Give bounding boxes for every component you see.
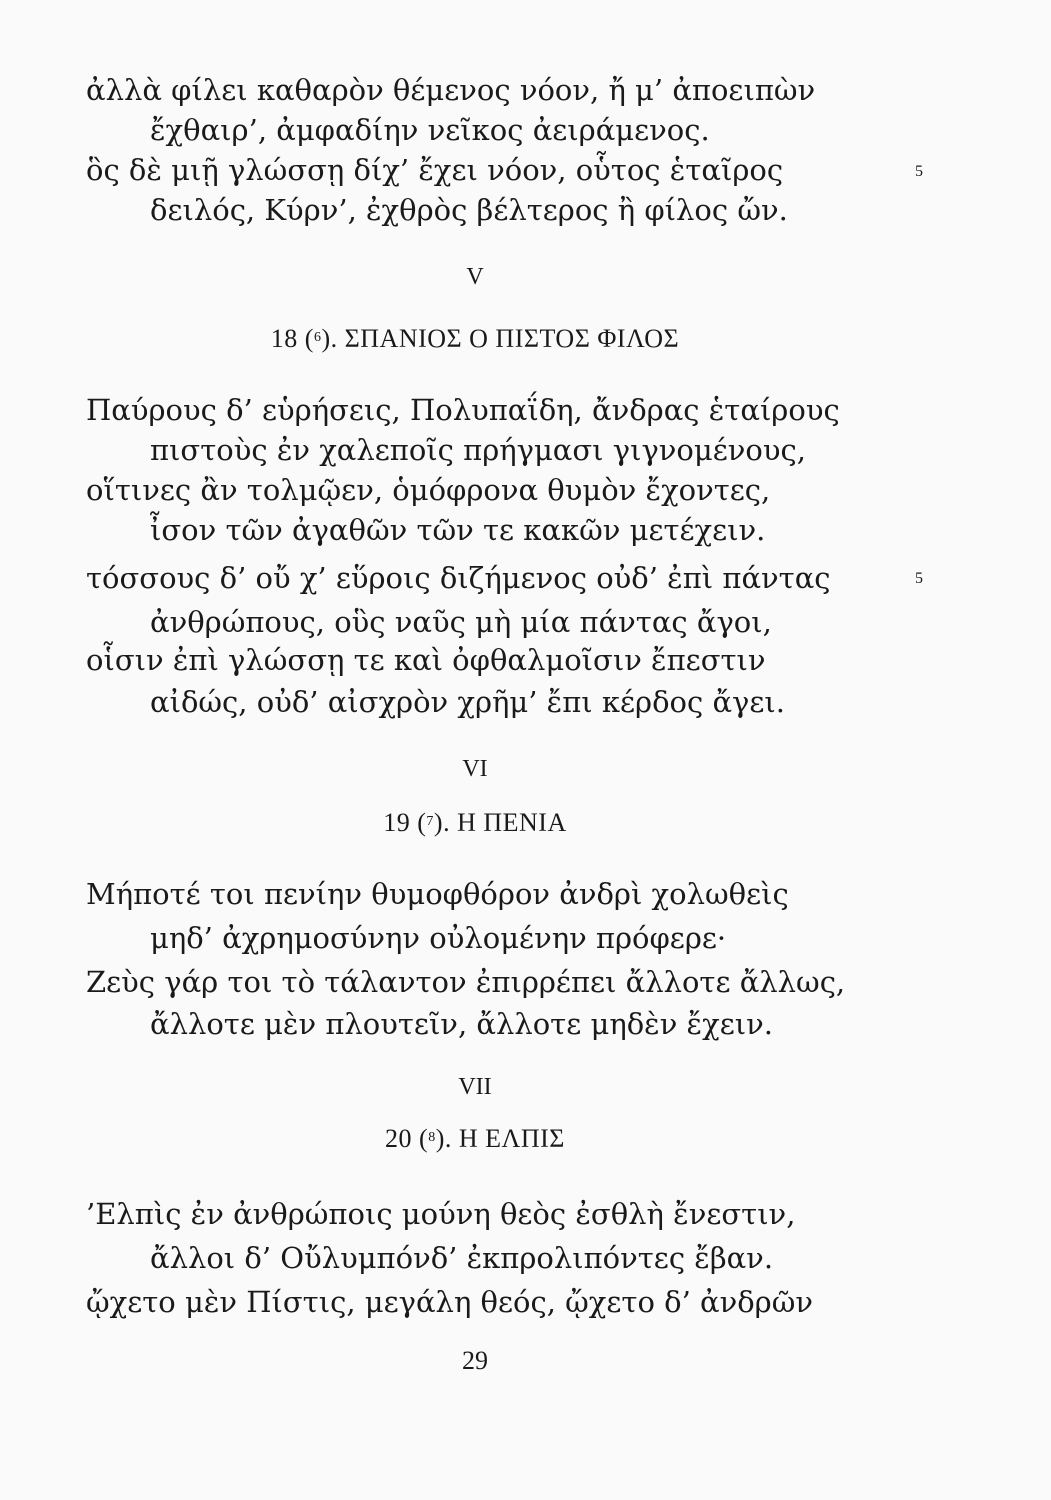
- title-number: 18 (: [270, 324, 314, 353]
- title-number: 19 (: [383, 808, 427, 837]
- title-text: ). Η ΠΕΝΙΑ: [433, 808, 567, 837]
- verse-line: ᾤχετο μὲν Πίστις, μεγάλη θεός, ᾤχετο δ’ ἀνδρῶν: [86, 1285, 814, 1319]
- section-title: [0, 324, 950, 354]
- verse-line: αἰδώς, οὐδ’ αἰσχρὸν χρῆμ’ ἔπι κέρδος ἄγει.: [150, 685, 785, 719]
- title-number: 20 (: [385, 1124, 429, 1153]
- verse-line: τόσσους δ’ οὔ χ’ εὕροις διζήμενος οὐδ’ ἐπὶ πάντας: [86, 561, 831, 595]
- verse-line: Ζεὺς γάρ τοι τὸ τάλαντον ἐπιρρέπει ἄλλοτε ἄλλως,: [86, 965, 846, 999]
- line-number: 5: [915, 570, 923, 587]
- verse-line: ὃς δὲ μιῇ γλώσσῃ δίχ’ ἔχει νόον, οὗτος ἑταῖρος: [86, 153, 784, 187]
- verse-line: ἀλλὰ φίλει καθαρὸν θέμενος νόον, ἤ μ’ ἀποειπὼν: [86, 73, 816, 107]
- verse-line: ἄλλοτε μὲν πλουτεῖν, ἄλλοτε μηδὲν ἔχειν.: [150, 1007, 773, 1041]
- title-text: ). ΣΠΑΝΙΟΣ Ο ΠΙΣΤΟΣ ΦΙΛΟΣ: [321, 324, 680, 353]
- section-title: [0, 1124, 950, 1154]
- section-numeral: V: [466, 264, 484, 290]
- page-number: 29: [462, 1346, 488, 1375]
- verse-line: ἄλλοι δ’ Οὔλυμπόνδ’ ἐκπρολιπόντες ἔβαν.: [150, 1241, 774, 1275]
- note-ref: 7: [426, 814, 434, 829]
- verse-line: Μήποτέ τοι πενίην θυμοφθόρον ἀνδρὶ χολωθεὶς: [86, 877, 789, 911]
- verse-line: ἀνθρώπους, οὓς ναῦς μὴ μία πάντας ἄγοι,: [150, 605, 772, 639]
- verse-line: δειλός, Κύρν’, ἐχθρὸς βέλτερος ἢ φίλος ὤν.: [150, 193, 788, 227]
- verse-line: ἔχθαιρ’, ἀμφαδίην νεῖκος ἀειράμενος.: [150, 113, 710, 147]
- verse-line: ’Ελπὶς ἐν ἀνθρώποις μούνη θεὸς ἐσθλὴ ἔνεστιν,: [86, 1197, 796, 1231]
- section-title: [0, 808, 950, 838]
- section-numeral: VI: [462, 756, 488, 782]
- title-text: ). Η ΕΛΠΙΣ: [435, 1124, 565, 1153]
- verse-line: Παύρους δ’ εὑρήσεις, Πολυπαΐδη, ἄνδρας ἑταίρους: [86, 393, 840, 427]
- note-ref: 6: [313, 330, 322, 345]
- note-ref: 8: [428, 1130, 436, 1145]
- section-numeral: VII: [458, 1074, 492, 1100]
- verse-line: μηδ’ ἀχρημοσύνην οὐλομένην πρόφερε·: [150, 921, 727, 955]
- verse-line: ἶσον τῶν ἀγαθῶν τῶν τε κακῶν μετέχειν.: [150, 513, 766, 547]
- verse-line: οἵτινες ἂν τολμῷεν, ὁμόφρονα θυμὸν ἔχοντες,: [86, 473, 771, 507]
- verse-line: πιστοὺς ἐν χαλεποῖς πρήγμασι γιγνομένους,: [150, 433, 806, 467]
- verse-line: οἷσιν ἐπὶ γλώσσῃ τε καὶ ὀφθαλμοῖσιν ἔπεστιν: [86, 643, 766, 677]
- line-number: 5: [915, 163, 923, 180]
